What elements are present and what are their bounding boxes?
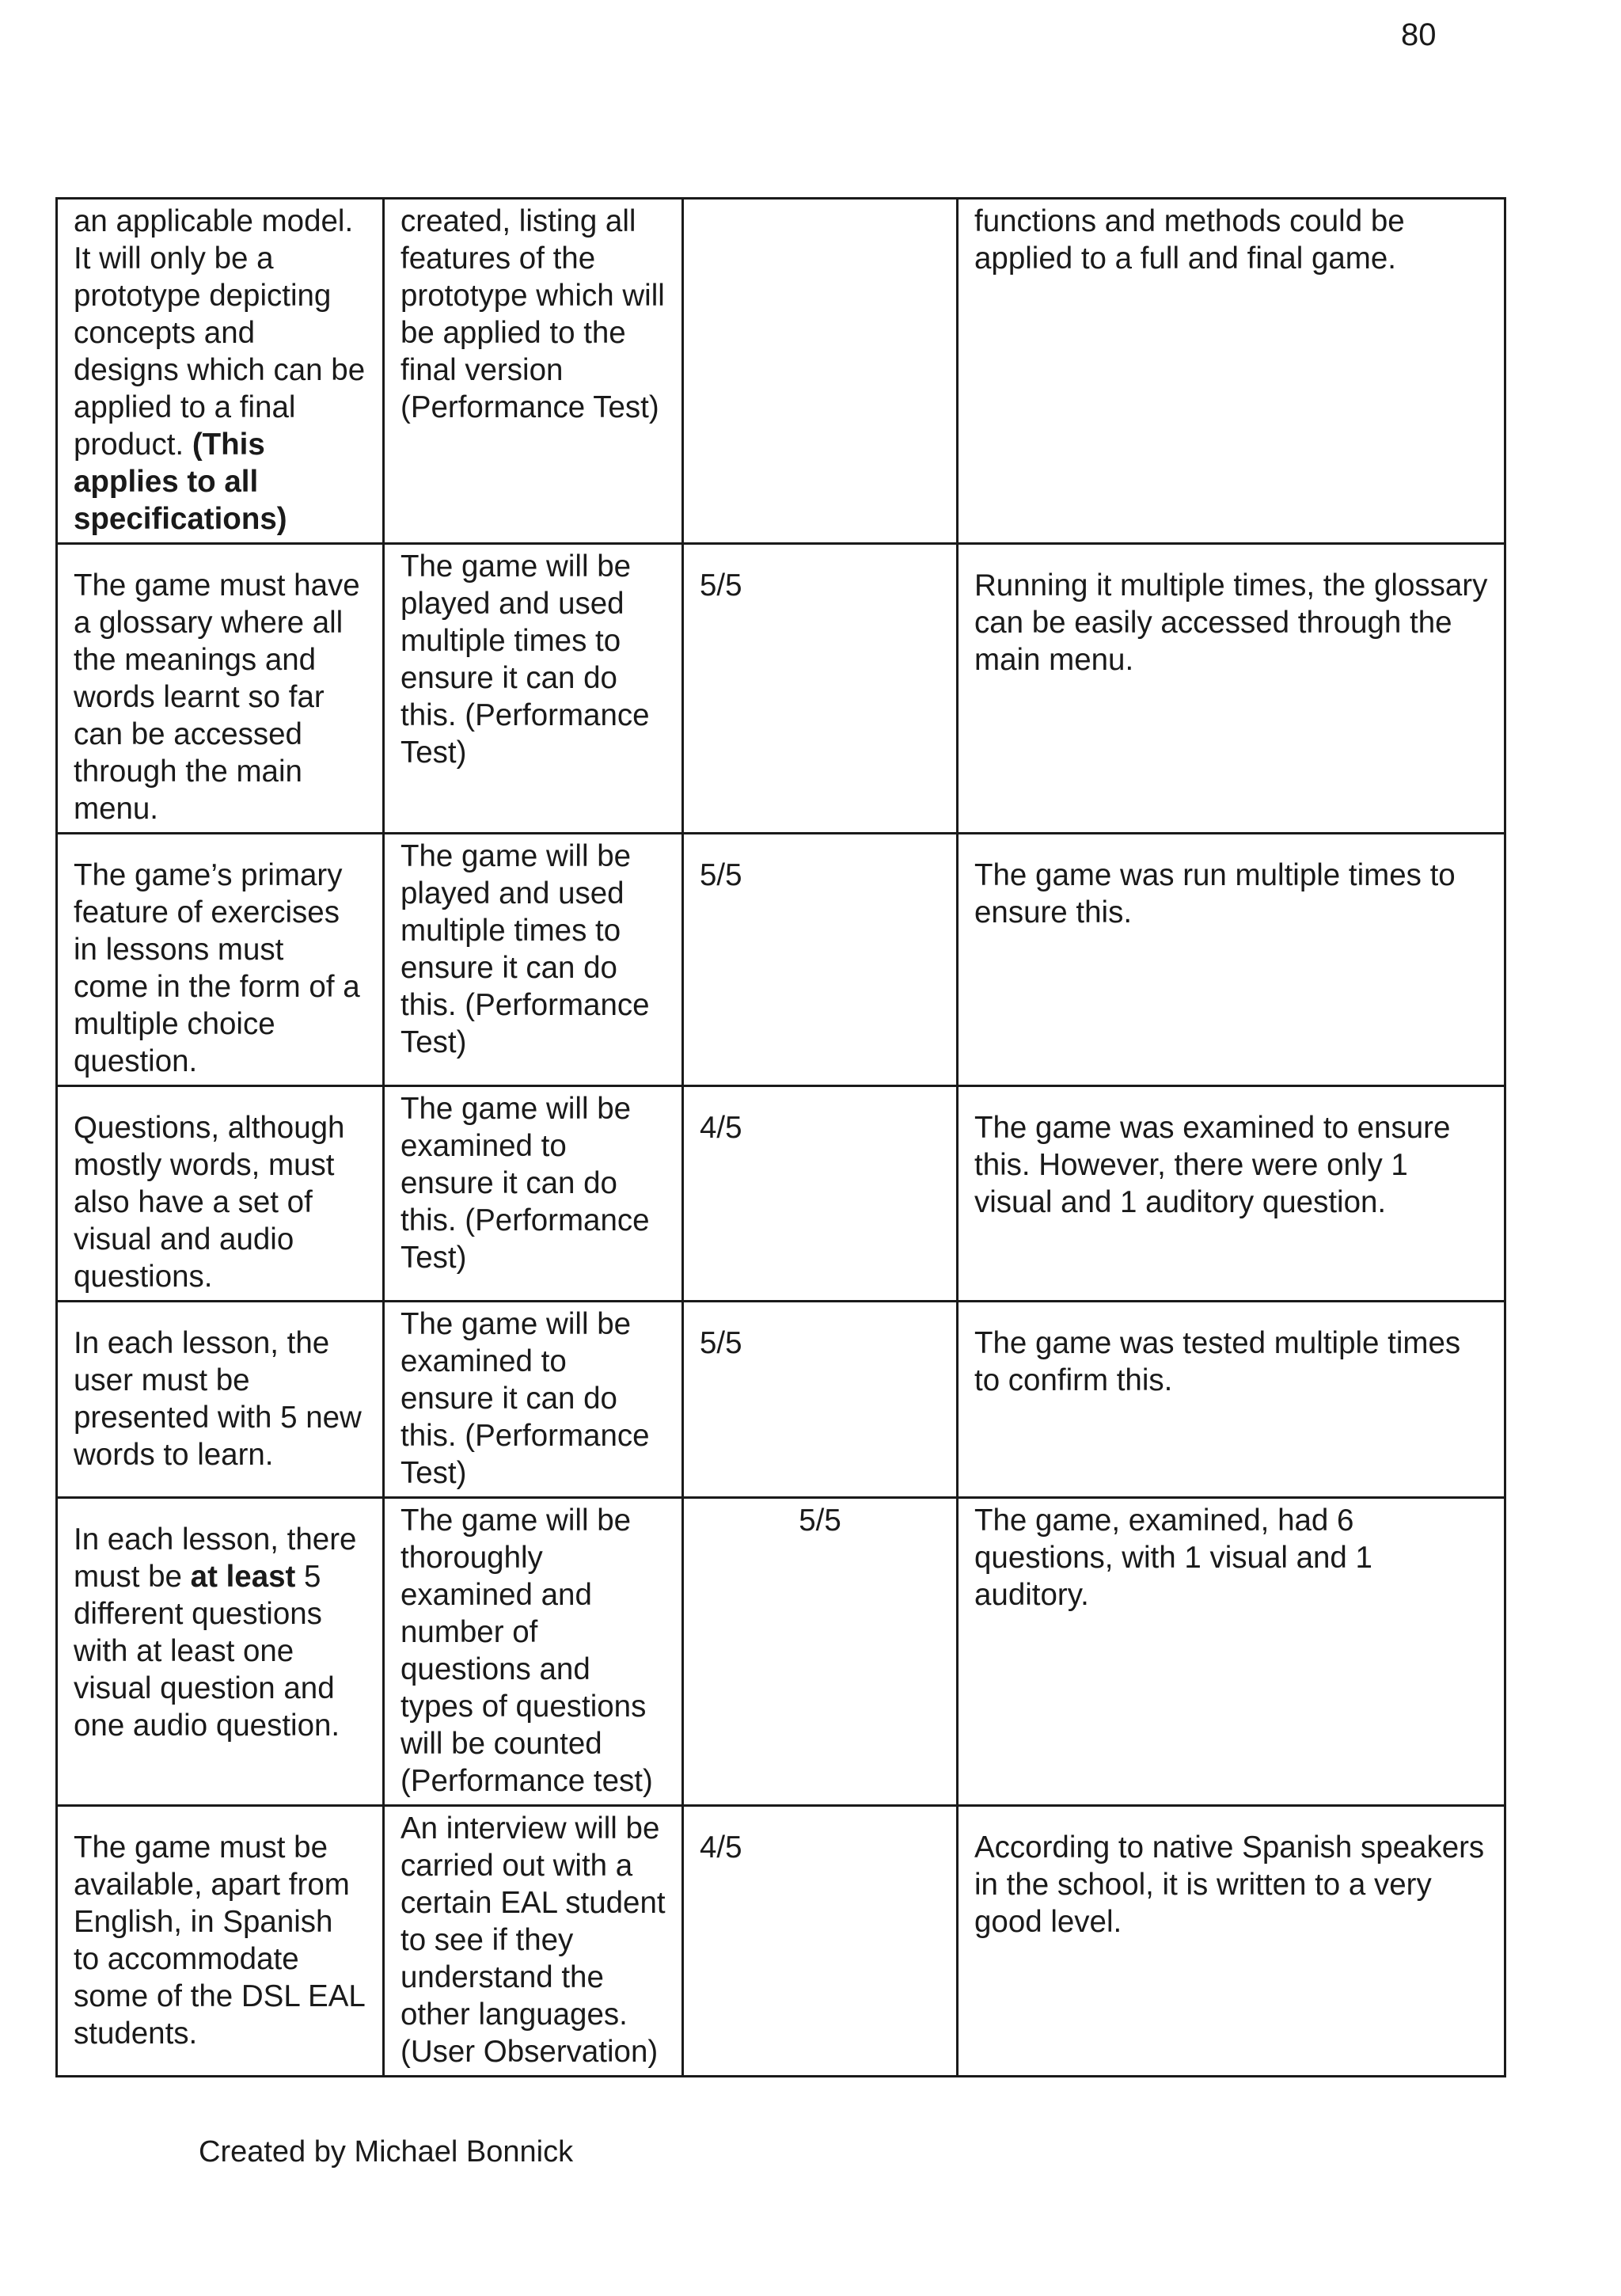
specification-cell xyxy=(57,544,384,834)
test-method-text: An interview will be carried out with a certain EAL student to see if they understand the other languages. (User Observation) xyxy=(401,1811,666,2069)
score-cell xyxy=(683,834,958,1086)
test-method-cell xyxy=(384,1498,683,1806)
specification-cell xyxy=(57,1302,384,1498)
result-text: functions and methods could be applied to a full and final game. xyxy=(974,204,1405,276)
specification-cell xyxy=(57,1806,384,2077)
test-method-text: The game will be played and used multiple times to ensure it can do this. (Performance Test) xyxy=(401,839,650,1059)
table-row xyxy=(57,1806,1505,2077)
specification-text: Questions, although mostly words, must also have a set of visual and audio questions. xyxy=(74,1111,345,1294)
specification-text: The game’s primary feature of exercises in lessons must come in the form of a multiple choice question. xyxy=(74,858,360,1078)
test-method-text: The game will be played and used multiple times to ensure it can do this. (Performance Test) xyxy=(401,549,650,770)
specification-cell xyxy=(57,1498,384,1806)
result-cell xyxy=(958,199,1505,544)
specification-text-continued: 5 different questions with at least one visual question and one audio question. xyxy=(74,1560,340,1743)
result-text: The game, examined, had 6 questions, with 1 visual and 1 auditory. xyxy=(974,1503,1372,1612)
table-row xyxy=(57,1086,1505,1302)
score-text: 5/5 xyxy=(799,1503,841,1538)
specification-emphasis: at least xyxy=(190,1560,296,1594)
score-text: 5/5 xyxy=(700,1326,742,1360)
test-method-text: The game will be examined to ensure it can do this. (Performance Test) xyxy=(401,1092,650,1275)
table-row xyxy=(57,544,1505,834)
result-text: The game was tested multiple times to confirm this. xyxy=(974,1326,1461,1397)
specification-text: The game must be available, apart from English, in Spanish to accommodate some of the DSL EAL students. xyxy=(74,1830,365,2051)
result-cell xyxy=(958,1498,1505,1806)
page-number: 80 xyxy=(1401,17,1437,52)
result-text: The game was run multiple times to ensure this. xyxy=(974,858,1456,929)
test-method-text: The game will be examined to ensure it can do this. (Performance Test) xyxy=(401,1307,650,1490)
test-method-cell xyxy=(384,1302,683,1498)
score-text: 4/5 xyxy=(700,1111,742,1145)
test-method-cell xyxy=(384,1806,683,2077)
result-text: According to native Spanish speakers in the school, it is written to a very good level. xyxy=(974,1830,1485,1939)
footer-author: Created by Michael Bonnick xyxy=(199,2135,574,2169)
specification-cell xyxy=(57,834,384,1086)
score-cell xyxy=(683,1806,958,2077)
specification-cell xyxy=(57,1086,384,1302)
table-row xyxy=(57,1498,1505,1806)
specification-text: In each lesson, there must be xyxy=(74,1522,357,1594)
specification-text: The game must have a glossary where all the meanings and words learnt so far can be accessed through the main menu. xyxy=(74,568,360,826)
result-text: Running it multiple times, the glossary can be easily accessed through the main menu. xyxy=(974,568,1488,677)
score-cell xyxy=(683,544,958,834)
test-method-cell xyxy=(384,834,683,1086)
result-text: The game was examined to ensure this. However, there were only 1 visual and 1 auditory question. xyxy=(974,1111,1451,1219)
score-text: 5/5 xyxy=(700,568,742,603)
test-method-cell xyxy=(384,199,683,544)
specification-text: In each lesson, the user must be presented with 5 new words to learn. xyxy=(74,1326,362,1472)
specification-note: (This applies to all specifications) xyxy=(74,428,287,536)
table-row xyxy=(57,1302,1505,1498)
result-cell xyxy=(958,1086,1505,1302)
table-row xyxy=(57,834,1505,1086)
score-cell xyxy=(683,1302,958,1498)
test-method-text: created, listing all features of the prototype which will be applied to the final version (Performance Test) xyxy=(401,204,665,424)
result-cell xyxy=(958,1302,1505,1498)
test-method-text: The game will be thoroughly examined and number of questions and types of questions will be counted (Performance test) xyxy=(401,1503,653,1798)
specification-cell xyxy=(57,199,384,544)
result-cell xyxy=(958,834,1505,1086)
result-cell xyxy=(958,544,1505,834)
test-method-cell xyxy=(384,1086,683,1302)
test-method-cell xyxy=(384,544,683,834)
result-cell xyxy=(958,1806,1505,2077)
score-text: 4/5 xyxy=(700,1830,742,1865)
score-cell xyxy=(683,1086,958,1302)
specification-test-table xyxy=(55,197,1506,2077)
score-cell xyxy=(683,1498,958,1806)
specification-text: an applicable model. It will only be a prototype depicting concepts and designs which can be applied to a final product. xyxy=(74,204,366,462)
score-cell xyxy=(683,199,958,544)
table-row xyxy=(57,199,1505,544)
score-text: 5/5 xyxy=(700,858,742,892)
